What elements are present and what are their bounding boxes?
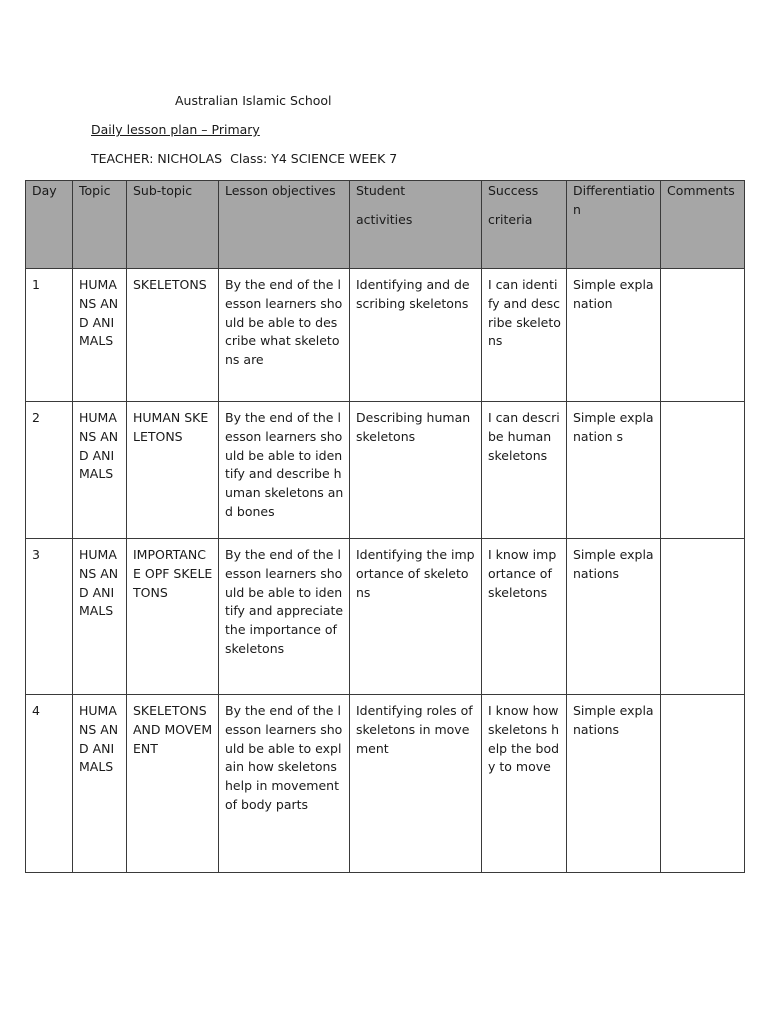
- cell-activities: Identifying roles of skeletons in movement: [350, 695, 482, 873]
- cell-day: 3: [26, 539, 73, 695]
- lesson-plan-table: [25, 180, 745, 873]
- cell-day: 4: [26, 695, 73, 873]
- col-header-activities: Student activities: [350, 181, 482, 269]
- teacher-line: [91, 151, 397, 166]
- col-header-comments: Comments: [661, 181, 745, 269]
- cell-subtopic: SKELETONS: [127, 269, 219, 402]
- cell-subtopic: HUMAN SKELETONS: [127, 402, 219, 539]
- col-header-objectives: Lesson objectives: [219, 181, 350, 269]
- header-row: [26, 181, 745, 269]
- cell-day: 1: [26, 269, 73, 402]
- cell-objectives: By the end of the lesson learners should be able to identify and describe human skeletons and bones: [219, 402, 350, 539]
- cell-day: 2: [26, 402, 73, 539]
- cell-differentiation: Simple explanations: [567, 695, 661, 873]
- cell-topic: HUMANS AND ANIMALS: [73, 269, 127, 402]
- cell-differentiation: Simple explanation: [567, 269, 661, 402]
- cell-differentiation: Simple explanations: [567, 539, 661, 695]
- cell-objectives: By the end of the lesson learners should be able to identify and appreciate the importance of skeletons: [219, 539, 350, 695]
- cell-criteria: I know importance of skeletons: [482, 539, 567, 695]
- col-header-topic: Topic: [73, 181, 127, 269]
- table-row: [26, 695, 745, 873]
- cell-topic: HUMANS AND ANIMALS: [73, 402, 127, 539]
- cell-subtopic: SKELETONS AND MOVEMENT: [127, 695, 219, 873]
- cell-comments: [661, 695, 745, 873]
- cell-criteria: I know how skeletons help the body to move: [482, 695, 567, 873]
- cell-objectives: By the end of the lesson learners should be able to explain how skeletons help in movement of body parts: [219, 695, 350, 873]
- col-header-differentiation: Differentiation: [567, 181, 661, 269]
- table-row: [26, 269, 745, 402]
- table-row: [26, 539, 745, 695]
- cell-subtopic: IMPORTANCE OPF SKELETONS: [127, 539, 219, 695]
- col-header-criteria: Success criteria: [482, 181, 567, 269]
- cell-criteria: I can describe human skeletons: [482, 402, 567, 539]
- table-row: [26, 402, 745, 539]
- teacher-name: TEACHER: NICHOLAS: [91, 151, 223, 166]
- cell-comments: [661, 402, 745, 539]
- cell-comments: [661, 539, 745, 695]
- school-name: Australian Islamic School: [175, 93, 332, 108]
- cell-differentiation: Simple explanation s: [567, 402, 661, 539]
- cell-comments: [661, 269, 745, 402]
- cell-activities: Identifying the importance of skeletons: [350, 539, 482, 695]
- col-header-subtopic: Sub-topic: [127, 181, 219, 269]
- col-header-day: Day: [26, 181, 73, 269]
- plan-title: Daily lesson plan – Primary: [91, 122, 260, 137]
- cell-activities: Identifying and describing skeletons: [350, 269, 482, 402]
- class-info: Class: Y4 SCIENCE WEEK 7: [230, 151, 398, 166]
- cell-objectives: By the end of the lesson learners should be able to describe what skeletons are: [219, 269, 350, 402]
- cell-topic: HUMANS AND ANIMALS: [73, 695, 127, 873]
- cell-criteria: I can identify and describe skeletons: [482, 269, 567, 402]
- cell-activities: Describing human skeletons: [350, 402, 482, 539]
- cell-topic: HUMANS AND ANIMALS: [73, 539, 127, 695]
